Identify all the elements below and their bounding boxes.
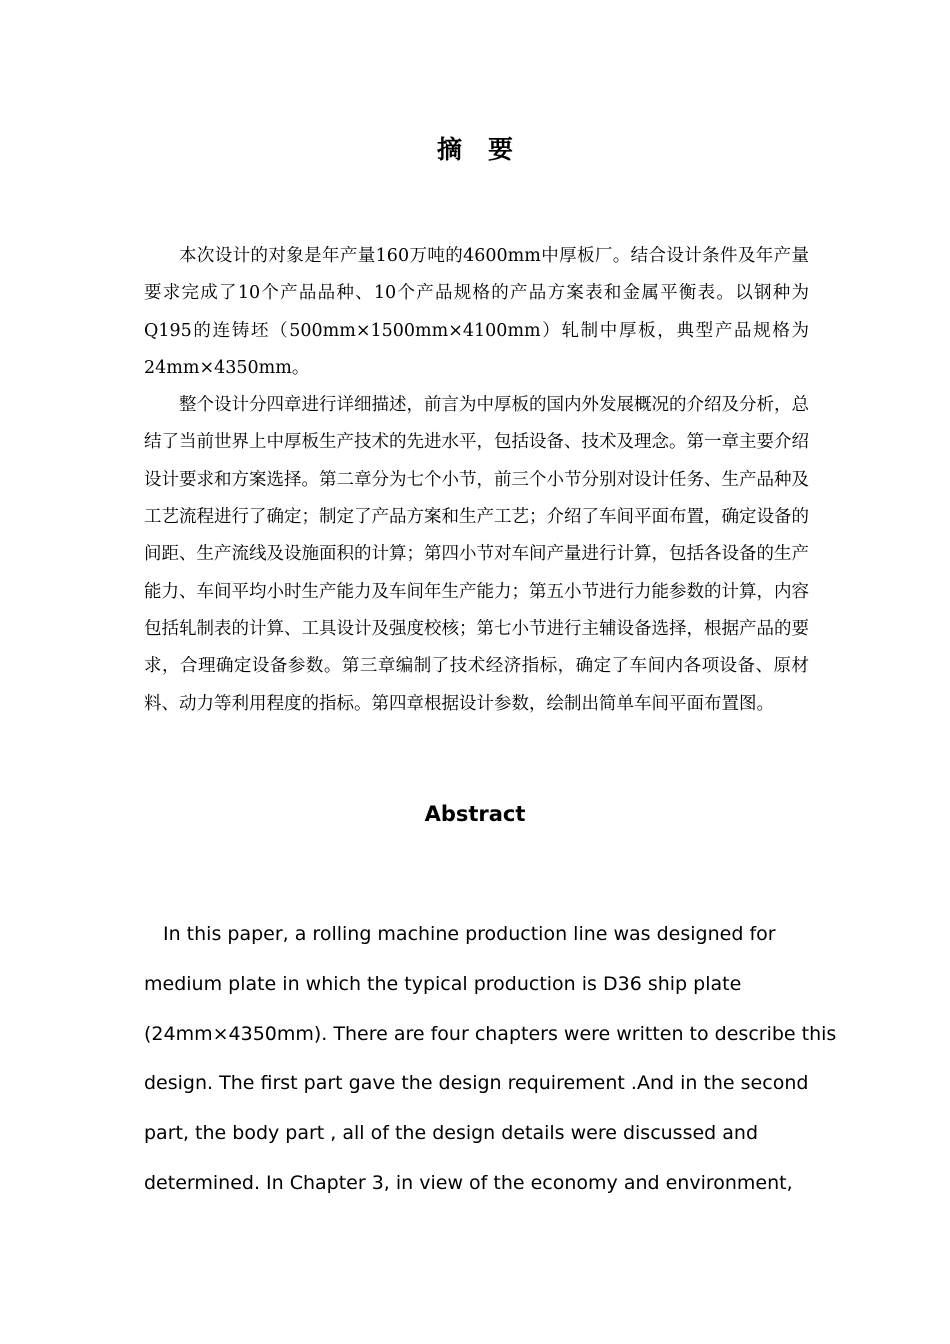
abstract-en-line: In this paper, a rolling machine production line was designed for bbox=[163, 923, 776, 945]
abstract-en-body bbox=[144, 910, 837, 1209]
abstract-en-line: design. The first part gave the design requirement .And in the second bbox=[144, 1072, 809, 1095]
abstract-en-line: part, the body part , all of the design details were discussed and bbox=[144, 1122, 759, 1145]
abstract-cn-body bbox=[144, 238, 809, 723]
abstract-cn-paragraph-1: 本次设计的对象是年产量160万吨的4600mm中厚板厂。结合设计条件及年产量要求完成了10个产品品种、10个产品规格的产品方案表和金属平衡表。以钢种为Q195的连铸坯（500mm×1500mm×4100mm）轧制中厚板，典型产品规格为24mm×4350mm。 bbox=[144, 246, 809, 378]
abstract-en-line: (24mm×4350mm). There are four chapters were written to describe this bbox=[144, 1022, 837, 1045]
abstract-cn-paragraph-2: 整个设计分四章进行详细描述，前言为中厚板的国内外发展概况的介绍及分析，总结了当前世界上中厚板生产技术的先进水平，包括设备、技术及理念。第一章主要介绍设计要求和方案选择。第二章分为七个小节，前三个小节分别对设计任务、生产品种及工艺流程进行了确定；制定了产品方案和生产工艺；介绍了车间平面布置，确定设备的间距、生产流线及设施面积的计算；第四小节对车间产量进行计算，包括各设备的生产能力、车间平均小时生产能力及车间年生产能力；第五小节进行力能参数的计算，内容包括轧制表的计算、工具设计及强度校核；第七小节进行主辅设备选择，根据产品的要求，合理确定设备参数。第三章编制了技术经济指标，确定了车间内各项设备、原材料、动力等利用程度的指标。第四章根据设计参数，绘制出简单车间平面布置图。 bbox=[144, 395, 809, 714]
abstract-en-line: determined. In Chapter 3, in view of the economy and environment, bbox=[144, 1171, 793, 1194]
abstract-cn-title: 摘要 bbox=[436, 135, 539, 164]
abstract-en-line: medium plate in which the typical production is D36 ship plate bbox=[144, 972, 742, 995]
abstract-en-title: Abstract bbox=[424, 802, 526, 826]
